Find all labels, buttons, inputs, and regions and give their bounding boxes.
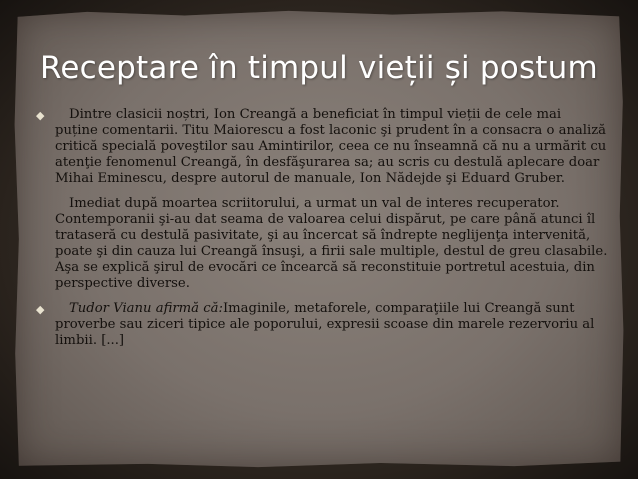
paragraph-3-text: Imaginile, metaforele, comparaţiile lui Creangă sunt proverbe sau ziceri tipice ale poporului, expresii scoase din marele rezervoriu al limbii. [...] [55,301,595,348]
paragraph-3 [36,301,608,349]
slide-body [36,107,608,358]
quote-attribution: Tudor Vianu afirmă că: [69,301,223,316]
bullet-icon: ◆ [36,109,45,122]
bullet-icon: ◆ [36,303,45,316]
paragraph-2 [36,196,608,292]
paragraph-1 [36,107,608,187]
paragraph-1-text: Dintre clasicii noștri, Ion Creangă a beneficiat în timpul vieții de cele mai puține comentarii. Titu Maiorescu a fost laconic şi prudent în a consacra o analiză critică specială poveştilor sau Amintirilor, ceea ce nu înseamnă că nu a urmărit cu atenţie fenomenul Creangă, în desfăşurarea sa; au scris cu destulă aplecare doar Mihai Eminescu, despre autorul de manuale, Ion Nădejde şi Eduard Gruber. [55,107,607,186]
slide-title: Receptare în timpul vieții și postum [40,50,598,86]
paragraph-2-text: Imediat după moartea scriitorului, a urmat un val de interes recuperator. Contemporanii şi-au dat seama de valoarea celui dispărut, pe care până atunci îl trataseră cu destulă pasivitate, şi au încercat să îndrepte neglijenţa intervenită, poate şi din cauza lui Creangă însuşi, a firii sale multiple, destul de greu clasabile. Aşa se explică şirul de evocări ce încearcă să reconstituie portretul acestuia, din perspective diverse. [55,196,608,291]
